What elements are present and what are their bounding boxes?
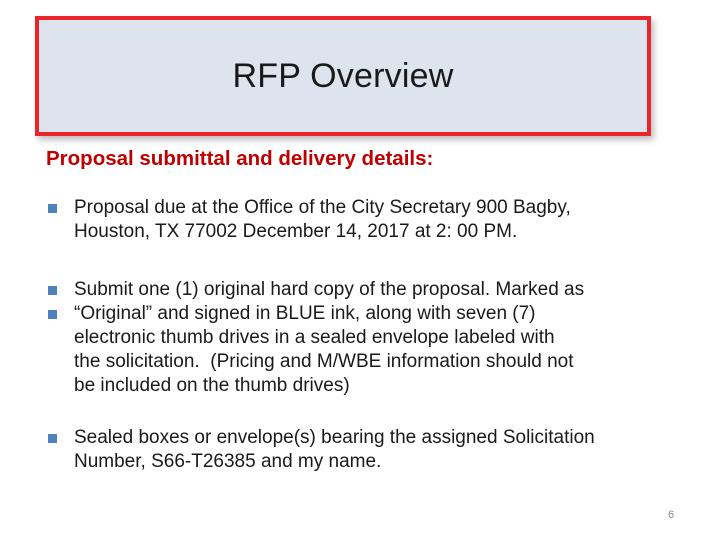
bullet-line: the solicitation. (Pricing and M/WBE information should not	[74, 351, 574, 372]
bullet-line: Sealed boxes or envelope(s) bearing the assigned Solicitation	[74, 427, 595, 448]
bullet-square-icon	[48, 286, 57, 295]
bullet-line: “Original” and signed in BLUE ink, along with seven (7)	[74, 303, 536, 324]
bullet-line: Submit one (1) original hard copy of the proposal. Marked as	[74, 279, 585, 300]
slide-title: RFP Overview	[232, 56, 454, 95]
title-box	[35, 16, 651, 136]
bullet-line: Houston, TX 77002 December 14, 2017 at 2: 00 PM.	[74, 221, 518, 242]
bullet-line: electronic thumb drives in a sealed envelope labeled with	[74, 327, 555, 348]
section-heading: Proposal submittal and delivery details:	[46, 147, 434, 170]
page-number: 6	[668, 509, 675, 521]
bullet-square-icon	[48, 310, 57, 319]
bullet-square-icon	[48, 204, 57, 213]
bullet-square-icon	[48, 434, 57, 443]
bullet-line: Proposal due at the Office of the City Secretary 900 Bagby,	[74, 197, 571, 218]
bullet-line: be included on the thumb drives)	[74, 375, 350, 396]
bullet-line: Number, S66-T26385 and my name.	[74, 451, 382, 472]
